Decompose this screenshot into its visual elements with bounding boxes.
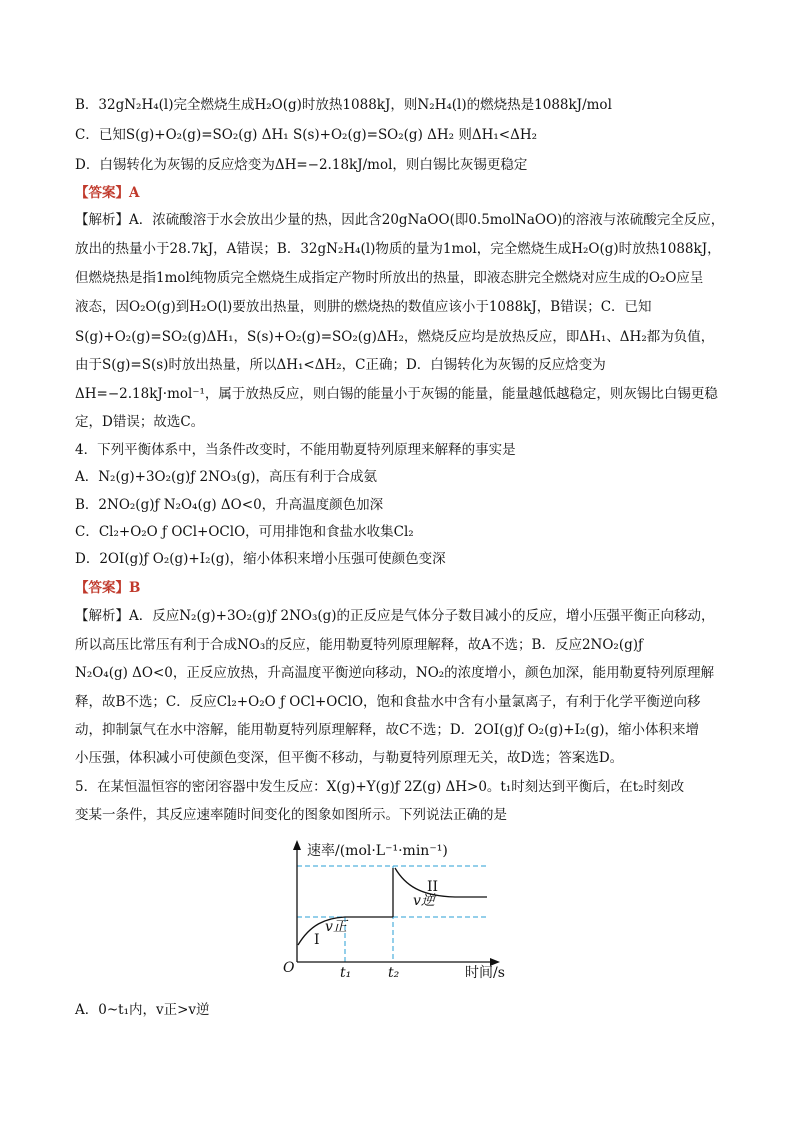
- t1-label: t₁: [340, 965, 352, 981]
- doc-line: C．Cl₂+O₂O ƒ OCl+OClO，可用排饱和食盐水收集Cl₂: [75, 524, 414, 540]
- doc-line: 【答案】B: [75, 580, 141, 596]
- y-axis-arrow: [293, 840, 301, 850]
- doc-line: D．白锡转化为灰锡的反应焓变为ΔH=−2.18kJ/mol，则白锡比灰锡更稳定: [75, 157, 528, 173]
- x-axis-label: 时间/s: [465, 965, 505, 981]
- doc-line: 4．下列平衡体系中，当条件改变时，不能用勒夏特列原理来解释的事实是: [75, 442, 516, 458]
- doc-line: 【解析】A．反应N₂(g)+3O₂(g)ƒ 2NO₃(g)的正反应是气体分子数目减小的反应，增小压强平衡正向移动，: [75, 608, 715, 624]
- doc-line: B．32gN₂H₄(l)完全燃烧生成H₂O(g)时放热1088kJ，则N₂H₄(l)的燃烧热是1088kJ/mol: [75, 97, 612, 113]
- doc-line: 定，D错误；故选C。: [75, 414, 205, 430]
- doc-line: 液态，因O₂O(g)到H₂O(l)要放出热量，则肼的燃烧热的数值应该小于1088kJ，B错误；C．已知: [75, 299, 652, 315]
- y-axis-label: 速率/(mol·L⁻¹·min⁻¹): [307, 843, 448, 859]
- curve-label-I: I: [314, 932, 320, 948]
- curve-reverse-II: [395, 868, 487, 897]
- doc-line: 【解析】A．浓硫酸溶于水会放出少量的热，因此含20gNaOO(即0.5molNaOO)的溶液与浓硫酸完全反应，: [75, 212, 725, 228]
- origin-label: O: [283, 960, 295, 976]
- v-reverse-label: v逆: [413, 893, 435, 909]
- doc-line: 释，故B不选；C．反应Cl₂+O₂O ƒ OCl+OClO，饱和食盐水中含有小量氯离子，有利于化学平衡逆向移: [75, 694, 701, 710]
- doc-line: 但燃烧热是指1mol纯物质完全燃烧生成指定产物时所放出的热量，即液态肼完全燃烧对应生成的O₂O应呈: [75, 270, 704, 286]
- doc-line: A．N₂(g)+3O₂(g)ƒ 2NO₃(g)，高压有利于合成氨: [75, 469, 378, 485]
- t2-label: t₂: [388, 965, 400, 981]
- doc-line: 【答案】A: [75, 185, 140, 201]
- doc-line: 小压强，体积减小可使颜色变深，但平衡不移动，与勒夏特列原理无关，故D选；答案选D。: [75, 750, 624, 766]
- doc-line: S(g)+O₂(g)=SO₂(g)ΔH₁，S(s)+O₂(g)=SO₂(g)ΔH₂，燃烧反应均是放热反应，即ΔH₁、ΔH₂都为负值，: [75, 329, 715, 345]
- doc-line: 动，抑制氯气在水中溶解，能用勒夏特列原理解释，故C不选；D．2OI(g)ƒ O₂(g)+I₂(g)，缩小体积来增: [75, 722, 699, 738]
- doc-line: 变某一条件，其反应速率随时间变化的图象如图所示。下列说法正确的是: [75, 807, 507, 823]
- doc-line: N₂O₄(g) ΔO<0，正反应放热，升高温度平衡逆向移动，NO₂的浓度增小，颜色加深，能用勒夏特列原理解: [75, 665, 715, 681]
- doc-line: D．2OI(g)ƒ O₂(g)+I₂(g)，缩小体积来增小压强可使颜色变深: [75, 551, 446, 567]
- doc-line: ΔH=−2.18kJ·mol⁻¹，属于放热反应，则白锡的能量小于灰锡的能量，能量越低越稳定，则灰锡比白锡更稳: [75, 386, 718, 402]
- doc-line: 由于S(g)=S(s)时放出热量，所以ΔH₁<ΔH₂，C正确；D．白锡转化为灰锡的反应焓变为: [75, 357, 606, 373]
- curve-label-II: II: [427, 879, 439, 895]
- doc-line: 所以高压比常压有利于合成NO₃的反应，能用勒夏特列原理解释，故A不选；B．反应2NO₂(g)ƒ: [75, 637, 644, 653]
- option-a-text: A．0~t₁内，v正>v逆: [75, 1002, 210, 1018]
- doc-line: C．已知S(g)+O₂(g)=SO₂(g) ΔH₁ S(s)+O₂(g)=SO₂(g) ΔH₂ 则ΔH₁<ΔH₂: [75, 127, 538, 143]
- doc-line: B．2NO₂(g)ƒ N₂O₄(g) ΔO<0，升高温度颜色加深: [75, 497, 384, 513]
- doc-line: 5．在某恒温恒容的密闭容器中发生反应：X(g)+Y(g)ƒ 2Z(g) ΔH>0。t₁时刻达到平衡后，在t₂时刻改: [75, 779, 685, 795]
- v-forward-label: v正: [325, 919, 347, 935]
- doc-line: 放出的热量小于28.7kJ，A错误；B．32gN₂H₄(l)物质的量为1mol，完全燃烧生成H₂O(g)时放热1088kJ，: [75, 241, 721, 257]
